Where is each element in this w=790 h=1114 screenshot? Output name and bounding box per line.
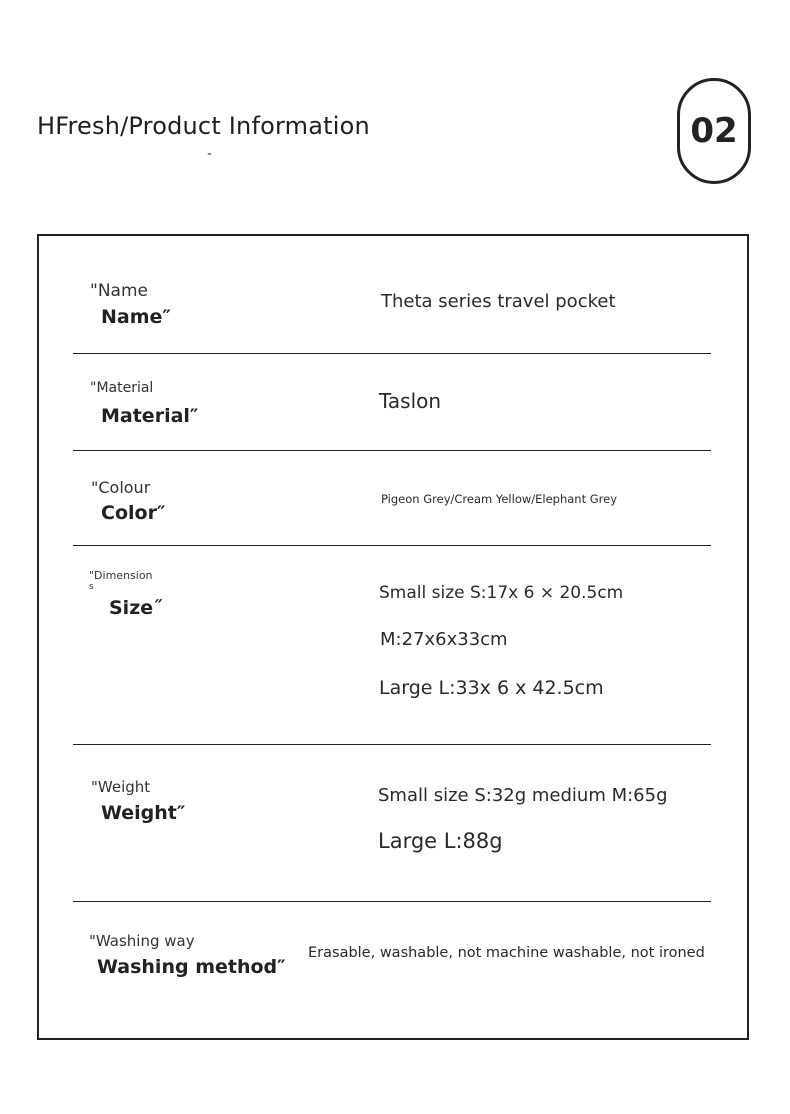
weight-label-small: "Weight bbox=[91, 778, 151, 796]
row-divider bbox=[73, 450, 711, 451]
name-value: Theta series travel pocket bbox=[381, 291, 616, 312]
colour-label-big: Color″ bbox=[101, 502, 166, 524]
page-number-badge: 02 bbox=[677, 78, 751, 184]
weight-value-small-medium: Small size S:32g medium M:65g bbox=[378, 785, 668, 806]
name-label-big: Name″ bbox=[101, 306, 171, 328]
page-title: HFresh/Product Information bbox=[37, 112, 370, 140]
colour-value: Pigeon Grey/Cream Yellow/Elephant Grey bbox=[381, 492, 618, 506]
material-value: Taslon bbox=[379, 389, 442, 413]
weight-label-big: Weight″ bbox=[101, 802, 186, 824]
row-divider bbox=[73, 353, 711, 354]
title-dash: - bbox=[207, 146, 213, 162]
dimension-label-small: "Dimension bbox=[89, 569, 153, 582]
washing-label-small: "Washing way bbox=[89, 932, 195, 950]
washing-label-big: Washing method″ bbox=[97, 956, 286, 978]
weight-value-large: Large L:88g bbox=[378, 829, 503, 853]
size-value-large: Large L:33x 6 x 42.5cm bbox=[379, 677, 604, 699]
size-value-small: Small size S:17x 6 × 20.5cm bbox=[379, 583, 624, 603]
row-divider bbox=[73, 901, 711, 902]
material-label-big: Material″ bbox=[101, 405, 199, 427]
row-divider bbox=[73, 545, 711, 546]
material-label-small: "Material bbox=[90, 380, 154, 396]
dimension-label-small-wrap: s bbox=[89, 582, 94, 592]
size-value-medium: M:27x6x33cm bbox=[380, 629, 508, 650]
washing-value: Erasable, washable, not machine washable, not ironed bbox=[308, 945, 705, 961]
row-divider bbox=[73, 744, 711, 745]
name-label-small: "Name bbox=[90, 281, 148, 301]
colour-label-small: "Colour bbox=[91, 478, 151, 497]
size-label-big: Size˝ bbox=[109, 597, 163, 619]
